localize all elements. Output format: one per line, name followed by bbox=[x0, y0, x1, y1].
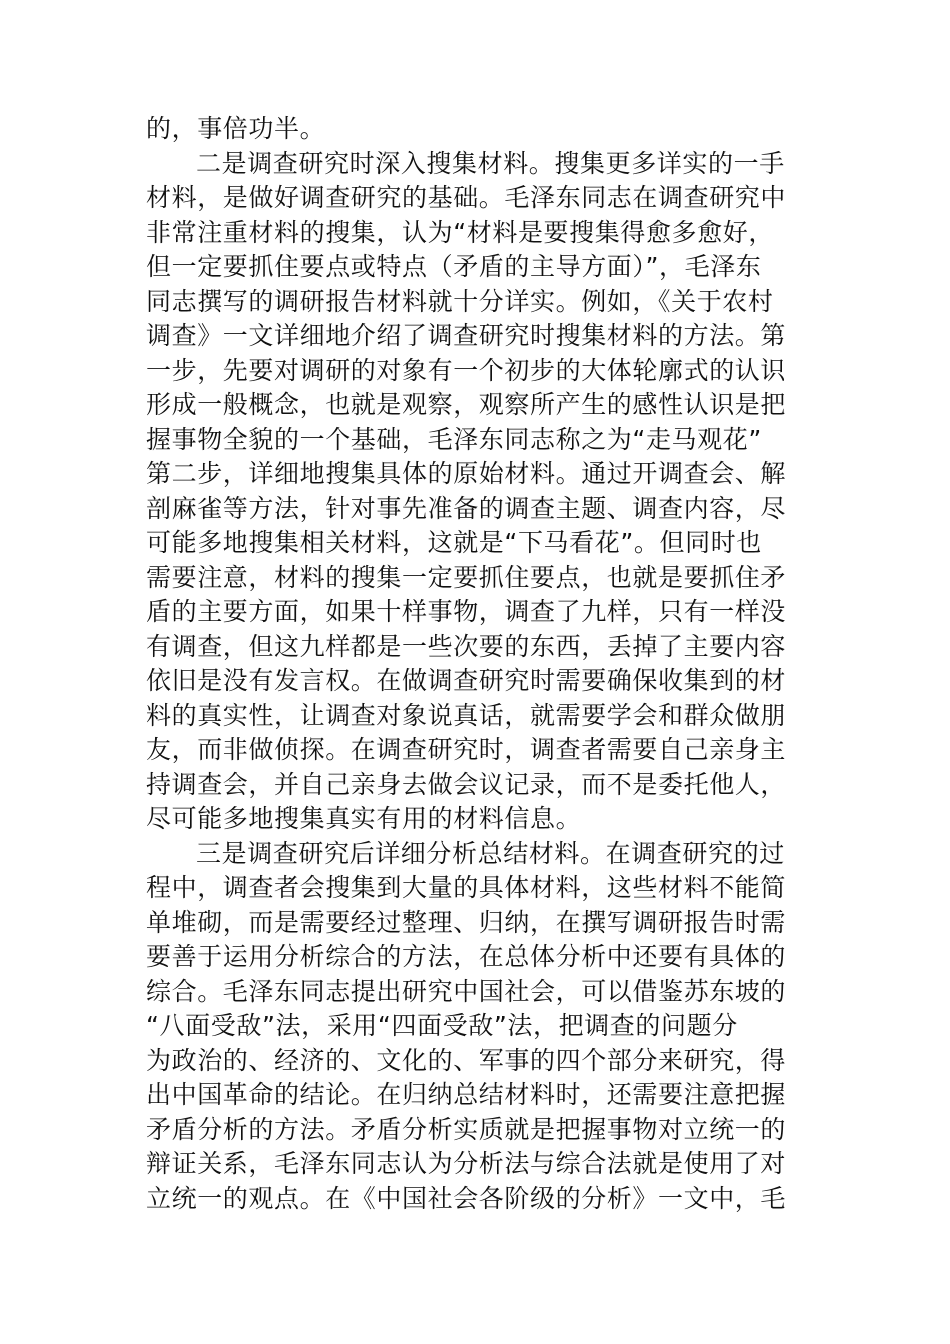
text-line: 有调查，但这九样都是一些次要的东西，丢掉了主要内容 bbox=[146, 631, 787, 661]
text-line: 持调查会，并自己亲身去做会议记录，而不是委托他人， bbox=[146, 769, 787, 799]
text-line: 出中国革命的结论。在归纳总结材料时，还需要注意把握 bbox=[146, 1080, 787, 1109]
text-line: 尽可能多地搜集真实有用的材料信息。 bbox=[146, 804, 582, 833]
text-line: 单堆砌，而是需要经过整理、归纳，在撰写调研报告时需 bbox=[146, 907, 787, 937]
text-line: 的，事倍功半。 bbox=[146, 114, 326, 143]
text-line: 非常注重材料的搜集，认为“材料是要搜集得愈多愈好， bbox=[146, 217, 774, 247]
text-line: 形成一般概念，也就是观察，观察所产生的感性认识是把 bbox=[146, 390, 787, 419]
text-line: 程中，调查者会搜集到大量的具体材料，这些材料不能简 bbox=[146, 873, 787, 902]
text-line: 依旧是没有发言权。在做调查研究时需要确保收集到的材 bbox=[146, 666, 787, 695]
text-line: 盾的主要方面，如果十样事物，调查了九样，只有一样没 bbox=[146, 597, 787, 626]
paragraph-first-line: 二是调查研究时深入搜集材料。搜集更多详实的一手 bbox=[196, 148, 785, 178]
text-line: 需要注意，材料的搜集一定要抓住要点，也就是要抓住矛 bbox=[146, 562, 787, 592]
text-line: 综合。毛泽东同志提出研究中国社会，可以借鉴苏东坡的 bbox=[146, 976, 787, 1006]
text-line: 料的真实性，让调查对象说真话，就需要学会和群众做朋 bbox=[146, 700, 787, 730]
text-line: 矛盾分析的方法。矛盾分析实质就是把握事物对立统一的 bbox=[146, 1114, 787, 1144]
text-line: 一步，先要对调研的对象有一个初步的大体轮廓式的认识 bbox=[146, 355, 787, 385]
body-text bbox=[146, 112, 808, 1216]
text-line: 同志撰写的调研报告材料就十分详实。例如，《关于农村 bbox=[146, 286, 774, 316]
text-line: 但一定要抓住要点或特点（矛盾的主导方面）”，毛泽东 bbox=[146, 252, 762, 281]
text-line: 为政治的、经济的、文化的、军事的四个部分来研究，得 bbox=[146, 1045, 787, 1075]
text-line: “八面受敌”法，采用“四面受敌”法，把调查的问题分 bbox=[146, 1011, 738, 1040]
text-line: 握事物全貌的一个基础，毛泽东同志称之为“走马观花” bbox=[146, 424, 762, 454]
text-line: 友，而非做侦探。在调查研究时，调查者需要自己亲身主 bbox=[146, 735, 787, 764]
text-line: 要善于运用分析综合的方法，在总体分析中还要有具体的 bbox=[146, 942, 787, 971]
text-line: 第二步，详细地搜集具体的原始材料。通过开调查会、解 bbox=[146, 459, 787, 488]
text-line: 剖麻雀等方法，针对事先准备的调查主题、调查内容，尽 bbox=[146, 493, 787, 523]
text-line: 立统一的观点。在《中国社会各阶级的分析》一文中，毛 bbox=[146, 1183, 787, 1213]
text-line: 调查》一文详细地介绍了调查研究时搜集材料的方法。第 bbox=[146, 321, 787, 350]
text-line: 可能多地搜集相关材料，这就是“下马看花”。但同时也 bbox=[146, 528, 762, 557]
text-line: 辩证关系，毛泽东同志认为分析法与综合法就是使用了对 bbox=[146, 1149, 787, 1178]
paragraph-first-line: 三是调查研究后详细分析总结材料。在调查研究的过 bbox=[196, 838, 785, 868]
text-line: 材料，是做好调查研究的基础。毛泽东同志在调查研究中 bbox=[146, 183, 787, 212]
